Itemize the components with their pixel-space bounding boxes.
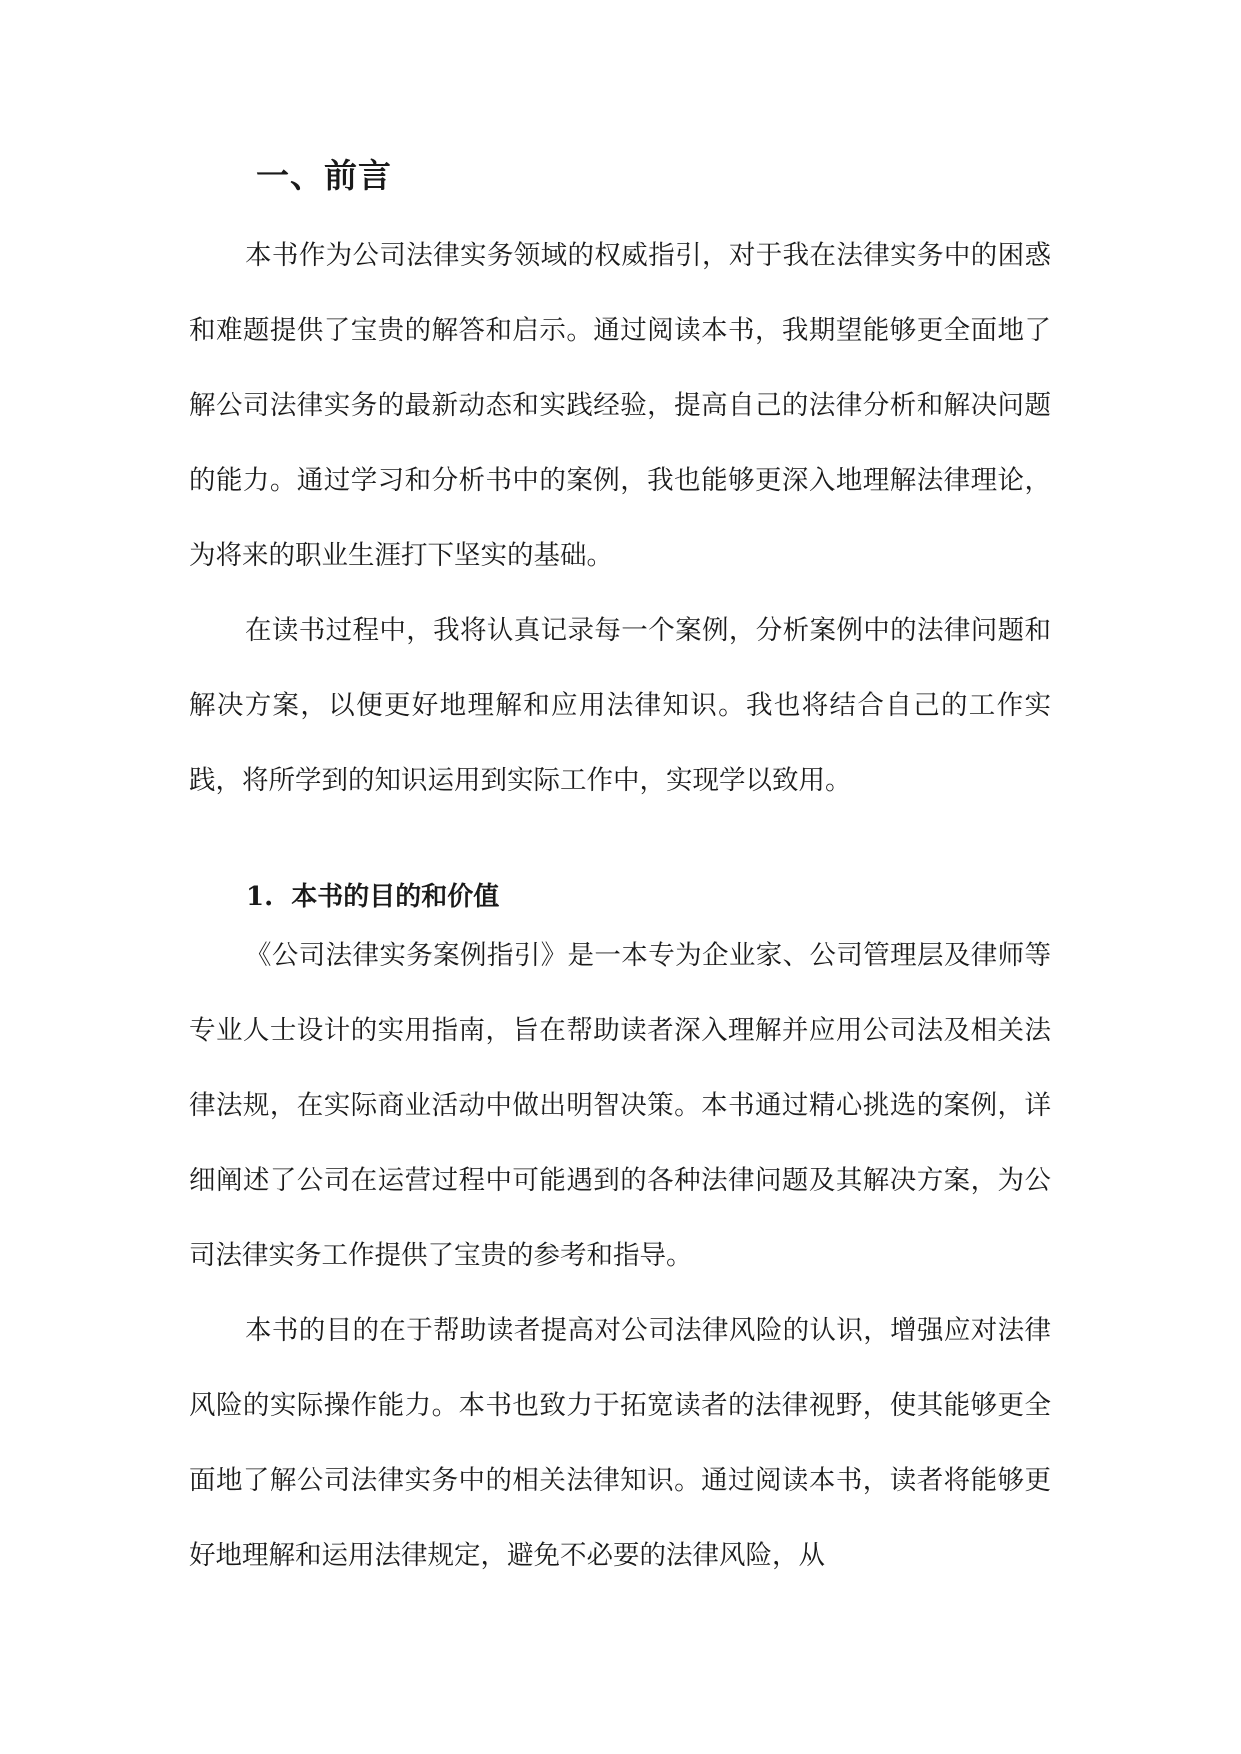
paragraph-purpose-1: 《公司法律实务案例指引》是一本专为企业家、公司管理层及律师等专业人士设计的实用指南，旨在帮助读者深入理解并应用公司法及相关法律法规，在实际商业活动中做出明智决策。本书通过精心挑选的案例，详细阐述了公司在运营过程中可能遇到的各种法律问题及其解决方案，为公司法律实务工作提供了宝贵的参考和指导。: [189, 940, 1051, 1271]
paragraph-purpose-2: 本书的目的在于帮助读者提高对公司法律风险的认识，增强应对法律风险的实际操作能力。本书也致力于拓宽读者的法律视野，使其能够更全面地了解公司法律实务中的相关法律知识。通过阅读本书，读者将能够更好地理解和运用法律规定，避免不必要的法律风险，从: [189, 1315, 1051, 1571]
subsection-title: 1. 本书的目的和价值: [246, 882, 500, 912]
paragraph-preface-1: 本书作为公司法律实务领域的权威指引，对于我在法律实务中的困惑和难题提供了宝贵的解答和启示。通过阅读本书，我期望能够更全面地了解公司法律实务的最新动态和实践经验，提高自己的法律分析和解决问题的能力。通过学习和分析书中的案例，我也能够更深入地理解法律理论，为将来的职业生涯打下坚实的基础。: [189, 240, 1051, 571]
section-title: 一、前言: [256, 156, 392, 195]
paragraph-preface-2: 在读书过程中，我将认真记录每一个案例，分析案例中的法律问题和解决方案，以便更好地理解和应用法律知识。我也将结合自己的工作实践，将所学到的知识运用到实际工作中，实现学以致用。: [189, 615, 1051, 796]
